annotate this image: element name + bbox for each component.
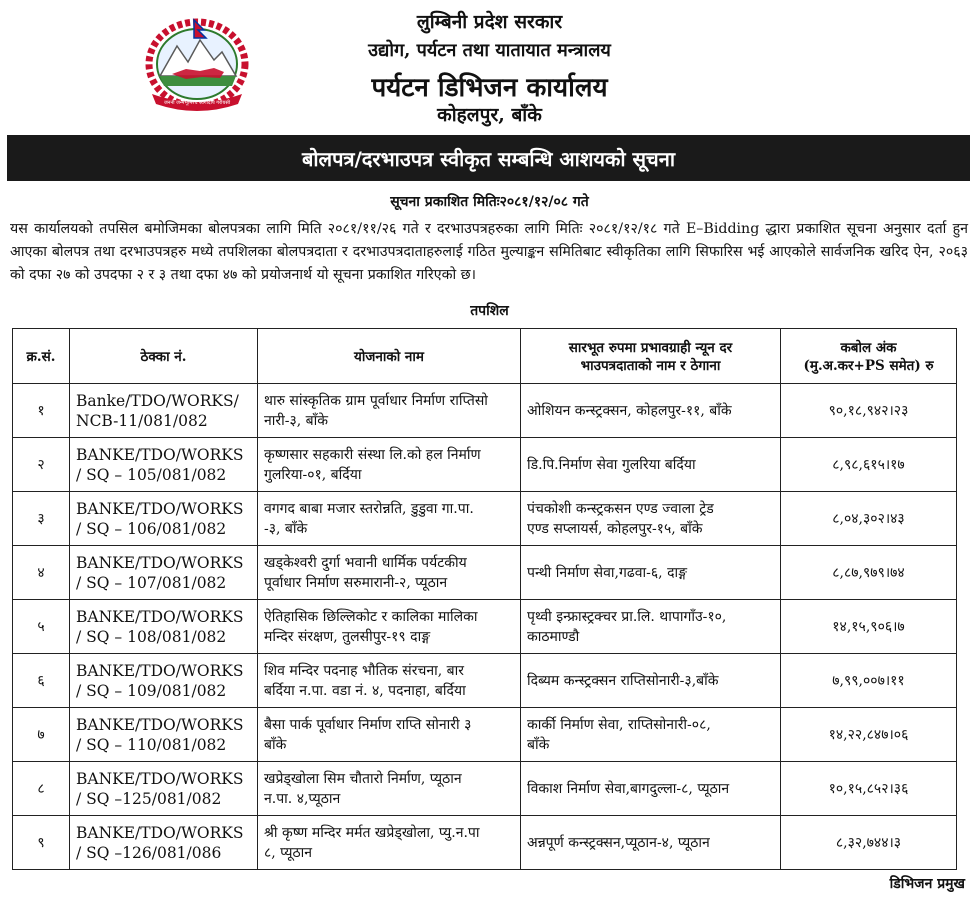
- project-line1: ऐतिहासिक छिल्लिकोट र कालिका मालिका: [264, 608, 478, 625]
- cell-amount: ८,९८,६१५।१७: [781, 438, 957, 492]
- notice-body: यस कार्यालयको तपसिल बमोजिमका बोलपत्रका लागि मिति २०८१/११/२६ गते र दरभाउपत्रहरुका लागि मितिः २०८१/१२/१८ गते E–Bidding द्धारा प्रकाशित सूचना अनुसार दर्ता हुन आएका बोलपत्र तथा दरभाउपत्रहरु मध्ये तपशिलका बोलपत्रदाता र दरभाउपत्रदाताहरुलाई गठित मुल्याङ्कन समितिबाट स्वीकृतिका लागि सिफारिस भई आएकोले सार्वजनिक खरिद ऐन, २०६३ को दफा २७ को उपदफा २ र ३ तथा दफा ४७ को प्रयोजनार्थ यो सूचना प्रकाशित गरिएको छ।: [10, 221, 968, 283]
- cell-bidder: [521, 384, 781, 438]
- cell-bidder: [521, 492, 781, 546]
- cell-contract: [70, 384, 258, 438]
- contract-line2: / SQ – 106/081/082: [76, 519, 227, 538]
- office-address: कोहलपुर, बाँके: [437, 104, 542, 126]
- project-line2: ८, प्यूठान: [264, 844, 313, 861]
- contract-line1: Banke/TDO/WORKS/: [76, 391, 239, 410]
- bidder-line1: डि.पि.निर्माण सेवा गुलरिया बर्दिया: [527, 456, 696, 473]
- bidder-line1: पृथ्वी इन्फ्रास्ट्रक्चर प्रा.लि. थापागाँउ-१०,: [527, 608, 727, 625]
- table-row: [13, 492, 957, 546]
- header-sn: क्र.सं.: [13, 329, 70, 384]
- header-amount-line1: कबोल अंक: [840, 340, 897, 356]
- contract-line2: / SQ – 109/081/082: [76, 681, 227, 700]
- bidder-line2: काठमाण्डौ: [527, 628, 580, 645]
- bidder-line2: एण्ड सप्लायर्स, कोहलपुर-१५, बाँके: [527, 520, 703, 537]
- table-row: [13, 438, 957, 492]
- project-line1: खप्रेड्खोला सिम चौतारो निर्माण, प्यूठान: [264, 770, 462, 787]
- cell-contract: [70, 438, 258, 492]
- project-line1: थारु सांस्कृतिक ग्राम पूर्वाधार निर्माण राप्तिसो: [264, 392, 488, 409]
- bidder-line1: अन्नपूर्ण कन्स्ट्रक्सन,प्यूठान-४, प्यूठान: [527, 834, 710, 851]
- letterhead: [0, 0, 979, 128]
- cell-project: [258, 546, 521, 600]
- cell-sn: १: [13, 384, 70, 438]
- cell-sn: ९: [13, 816, 70, 870]
- project-line2: नारी-३, बाँके: [264, 412, 329, 429]
- cell-bidder: [521, 816, 781, 870]
- header-amount-line2: (मु.अ.कर+PS समेत) रु: [803, 358, 934, 374]
- project-line2: बाँके: [264, 736, 287, 753]
- project-line2: मन्दिर संरक्षण, तुलसीपुर-१९ दाङ्ग: [264, 628, 431, 645]
- published-date: सूचना प्रकाशित मितिः२०८१/१२/०८ गते: [390, 194, 589, 210]
- project-line2: पूर्वाधार निर्माण सरुमारानी-२, प्यूठान: [264, 574, 448, 591]
- tender-table: [12, 328, 957, 870]
- contract-line2: NCB-11/081/082: [76, 411, 208, 430]
- cell-project: [258, 384, 521, 438]
- cell-bidder: [521, 438, 781, 492]
- project-line2: -३, बाँके: [264, 520, 308, 537]
- table-row: [13, 600, 957, 654]
- notice-title-banner: [7, 135, 970, 181]
- cell-amount: ८,३२,७४४।३: [781, 816, 957, 870]
- contract-line2: / SQ –126/081/086: [76, 843, 222, 862]
- cell-bidder: [521, 600, 781, 654]
- project-line2: बर्दिया न.पा. वडा नं. ४, पदनाहा, बर्दिया: [264, 682, 466, 699]
- government-name: लुम्बिनी प्रदेश सरकार: [416, 11, 563, 33]
- contract-line2: / SQ – 107/081/082: [76, 573, 227, 592]
- cell-contract: [70, 708, 258, 762]
- bidder-line2: बाँके: [527, 736, 550, 753]
- table-row: [13, 654, 957, 708]
- contract-line2: / SQ – 110/081/082: [76, 735, 227, 754]
- header-amount: [781, 329, 957, 384]
- cell-contract: [70, 492, 258, 546]
- cell-bidder: [521, 546, 781, 600]
- cell-project: [258, 654, 521, 708]
- header-bidder-line2: भाउपत्रदाताको नाम र ठेगाना: [580, 358, 721, 374]
- header-contract: ठेक्का नं.: [70, 329, 258, 384]
- cell-sn: ६: [13, 654, 70, 708]
- bidder-line1: पन्थी निर्माण सेवा,गढवा-६, दाङ्ग: [527, 564, 688, 581]
- cell-project: [258, 708, 521, 762]
- contract-line1: BANKE/TDO/WORKS: [76, 445, 244, 464]
- cell-sn: ५: [13, 600, 70, 654]
- project-line1: शिव मन्दिर पदनाह भौतिक संरचना, बार: [264, 662, 464, 679]
- contract-line2: / SQ – 108/081/082: [76, 627, 227, 646]
- cell-sn: ३: [13, 492, 70, 546]
- cell-project: [258, 600, 521, 654]
- cell-amount: १४,२२,८४७।०६: [781, 708, 957, 762]
- cell-sn: ४: [13, 546, 70, 600]
- bidder-line1: दिब्यम कन्स्ट्रक्सन राप्तिसोनारी-३,बाँके: [527, 672, 719, 689]
- cell-amount: ८,०४,३०२।४३: [781, 492, 957, 546]
- cell-project: [258, 816, 521, 870]
- bidder-line1: ओशियन कन्स्ट्रक्सन, कोहलपुर-११, बाँके: [527, 402, 732, 419]
- table-row: [13, 384, 957, 438]
- bidder-line1: विकाश निर्माण सेवा,बागदुल्ला-८, प्यूठान: [527, 780, 730, 797]
- cell-sn: ७: [13, 708, 70, 762]
- project-line1: श्री कृष्ण मन्दिर मर्मत खप्रेड्खोला, प्यु.न.पा: [264, 824, 480, 841]
- contract-line1: BANKE/TDO/WORKS: [76, 661, 244, 680]
- contract-line1: BANKE/TDO/WORKS: [76, 499, 244, 518]
- cell-bidder: [521, 654, 781, 708]
- contract-line1: BANKE/TDO/WORKS: [76, 553, 244, 572]
- project-line1: खड्केश्वरी दुर्गा भवानी धार्मिक पर्यटकीय: [264, 554, 467, 571]
- cell-amount: ९०,१८,९४२।२३: [781, 384, 957, 438]
- cell-project: [258, 438, 521, 492]
- contract-line1: BANKE/TDO/WORKS: [76, 769, 244, 788]
- cell-contract: [70, 546, 258, 600]
- office-name: पर्यटन डिभिजन कार्यालय: [371, 73, 608, 103]
- contract-line2: / SQ – 105/081/082: [76, 465, 227, 484]
- cell-project: [258, 762, 521, 816]
- cell-contract: [70, 816, 258, 870]
- cell-bidder: [521, 708, 781, 762]
- header-bidder-line1: सारभूत रुपमा प्रभावग्राही न्यून दर: [568, 340, 733, 356]
- emblem-motto: जननी जन्मभूमिश्च स्वर्गादपि गरीयसी: [163, 100, 231, 106]
- bidder-line1: कार्की निर्माण सेवा, राप्तिसोनारी-०८,: [527, 716, 711, 733]
- contract-line2: / SQ –125/081/082: [76, 789, 222, 808]
- table-row: [13, 546, 957, 600]
- signatory-title: डिभिजन प्रमुख: [889, 876, 965, 892]
- header-bidder: [521, 329, 781, 384]
- project-line1: वगगद बाबा मजार स्तरोन्नति, डुडुवा गा.पा.: [264, 500, 474, 517]
- header-project: योजनाको नाम: [258, 329, 521, 384]
- cell-amount: १४,१५,९०६।७: [781, 600, 957, 654]
- cell-contract: [70, 654, 258, 708]
- cell-contract: [70, 762, 258, 816]
- table-header-row: [13, 329, 957, 384]
- cell-project: [258, 492, 521, 546]
- notice-title: बोलपत्र/दरभाउपत्र स्वीकृत सम्बन्धि आशयको सूचना: [301, 146, 676, 171]
- bidder-line1: पंचकोशी कन्स्ट्रकसन एण्ड ज्वाला ट्रेड: [527, 500, 714, 517]
- cell-bidder: [521, 762, 781, 816]
- table-row: [13, 762, 957, 816]
- details-label: तपशिल: [470, 303, 509, 319]
- project-line2: न.पा. ४,प्यूठान: [264, 790, 341, 807]
- table-row: [13, 816, 957, 870]
- cell-amount: ७,९९,००७।११: [781, 654, 957, 708]
- project-line2: गुलरिया-०१, बर्दिया: [264, 466, 362, 483]
- ministry-name: उद्योग, पर्यटन तथा यातायात मन्त्रालय: [368, 40, 611, 61]
- table-row: [13, 708, 957, 762]
- cell-amount: १०,१५,८५२।३६: [781, 762, 957, 816]
- cell-sn: ८: [13, 762, 70, 816]
- project-line1: कृष्णसार सहकारी संस्था लि.को हल निर्माण: [264, 446, 481, 463]
- cell-amount: ८,८७,९७९।७४: [781, 546, 957, 600]
- contract-line1: BANKE/TDO/WORKS: [76, 715, 244, 734]
- contract-line1: BANKE/TDO/WORKS: [76, 823, 244, 842]
- contract-line1: BANKE/TDO/WORKS: [76, 607, 244, 626]
- cell-contract: [70, 600, 258, 654]
- cell-sn: २: [13, 438, 70, 492]
- project-line1: बैसा पार्क पूर्वाधार निर्माण राप्ति सोनारी ३: [264, 716, 472, 733]
